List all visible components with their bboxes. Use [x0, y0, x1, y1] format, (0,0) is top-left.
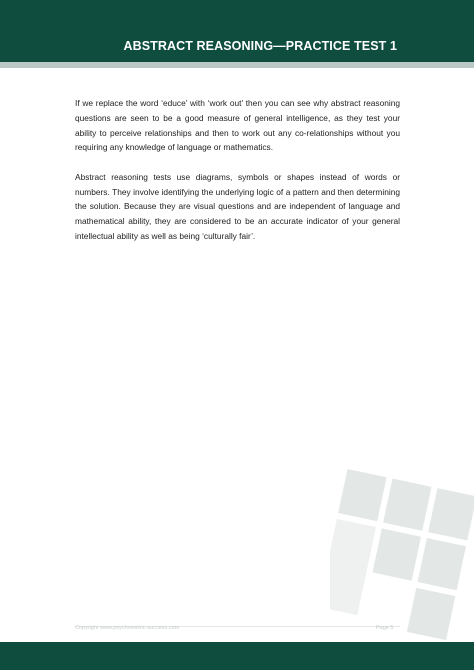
decorative-square [418, 538, 466, 590]
footer-page-number: Page 5 [376, 625, 394, 631]
decorative-square [407, 588, 455, 640]
decorative-square [338, 469, 386, 521]
paragraph: If we replace the word ‘educe’ with ‘work out’ then you can see why abstract reasoning questions are seen to be a good measure of general intelligence, as they test your ability to perceive relationships and then to work out any co-relationships without you requiring any knowledge of language or mathematics. [75, 98, 400, 153]
decorative-square [428, 488, 474, 540]
decorative-square [330, 519, 376, 615]
decorative-square [373, 528, 421, 580]
bottom-bar [0, 642, 474, 670]
page-title: ABSTRACT REASONING—PRACTICE TEST 1 [123, 39, 397, 53]
paragraph: Abstract reasoning tests use diagrams, symbols or shapes instead of words or numbers. They involve identifying the underlying logic of a pattern and then determining the solution. Because they are visual questions and are independent of language and mathematical ability, they are considered to be an accurate indicator of your general intellectual ability as well as being ‘culturally fair’. [75, 171, 400, 241]
decorative-square [383, 479, 431, 531]
decorative-squares-graphic [330, 455, 474, 670]
body-text [75, 96, 400, 258]
header-bar [0, 0, 474, 62]
header-stripe [0, 62, 474, 68]
footer-copyright: Copyright www.psychometric-success.com [75, 625, 180, 631]
